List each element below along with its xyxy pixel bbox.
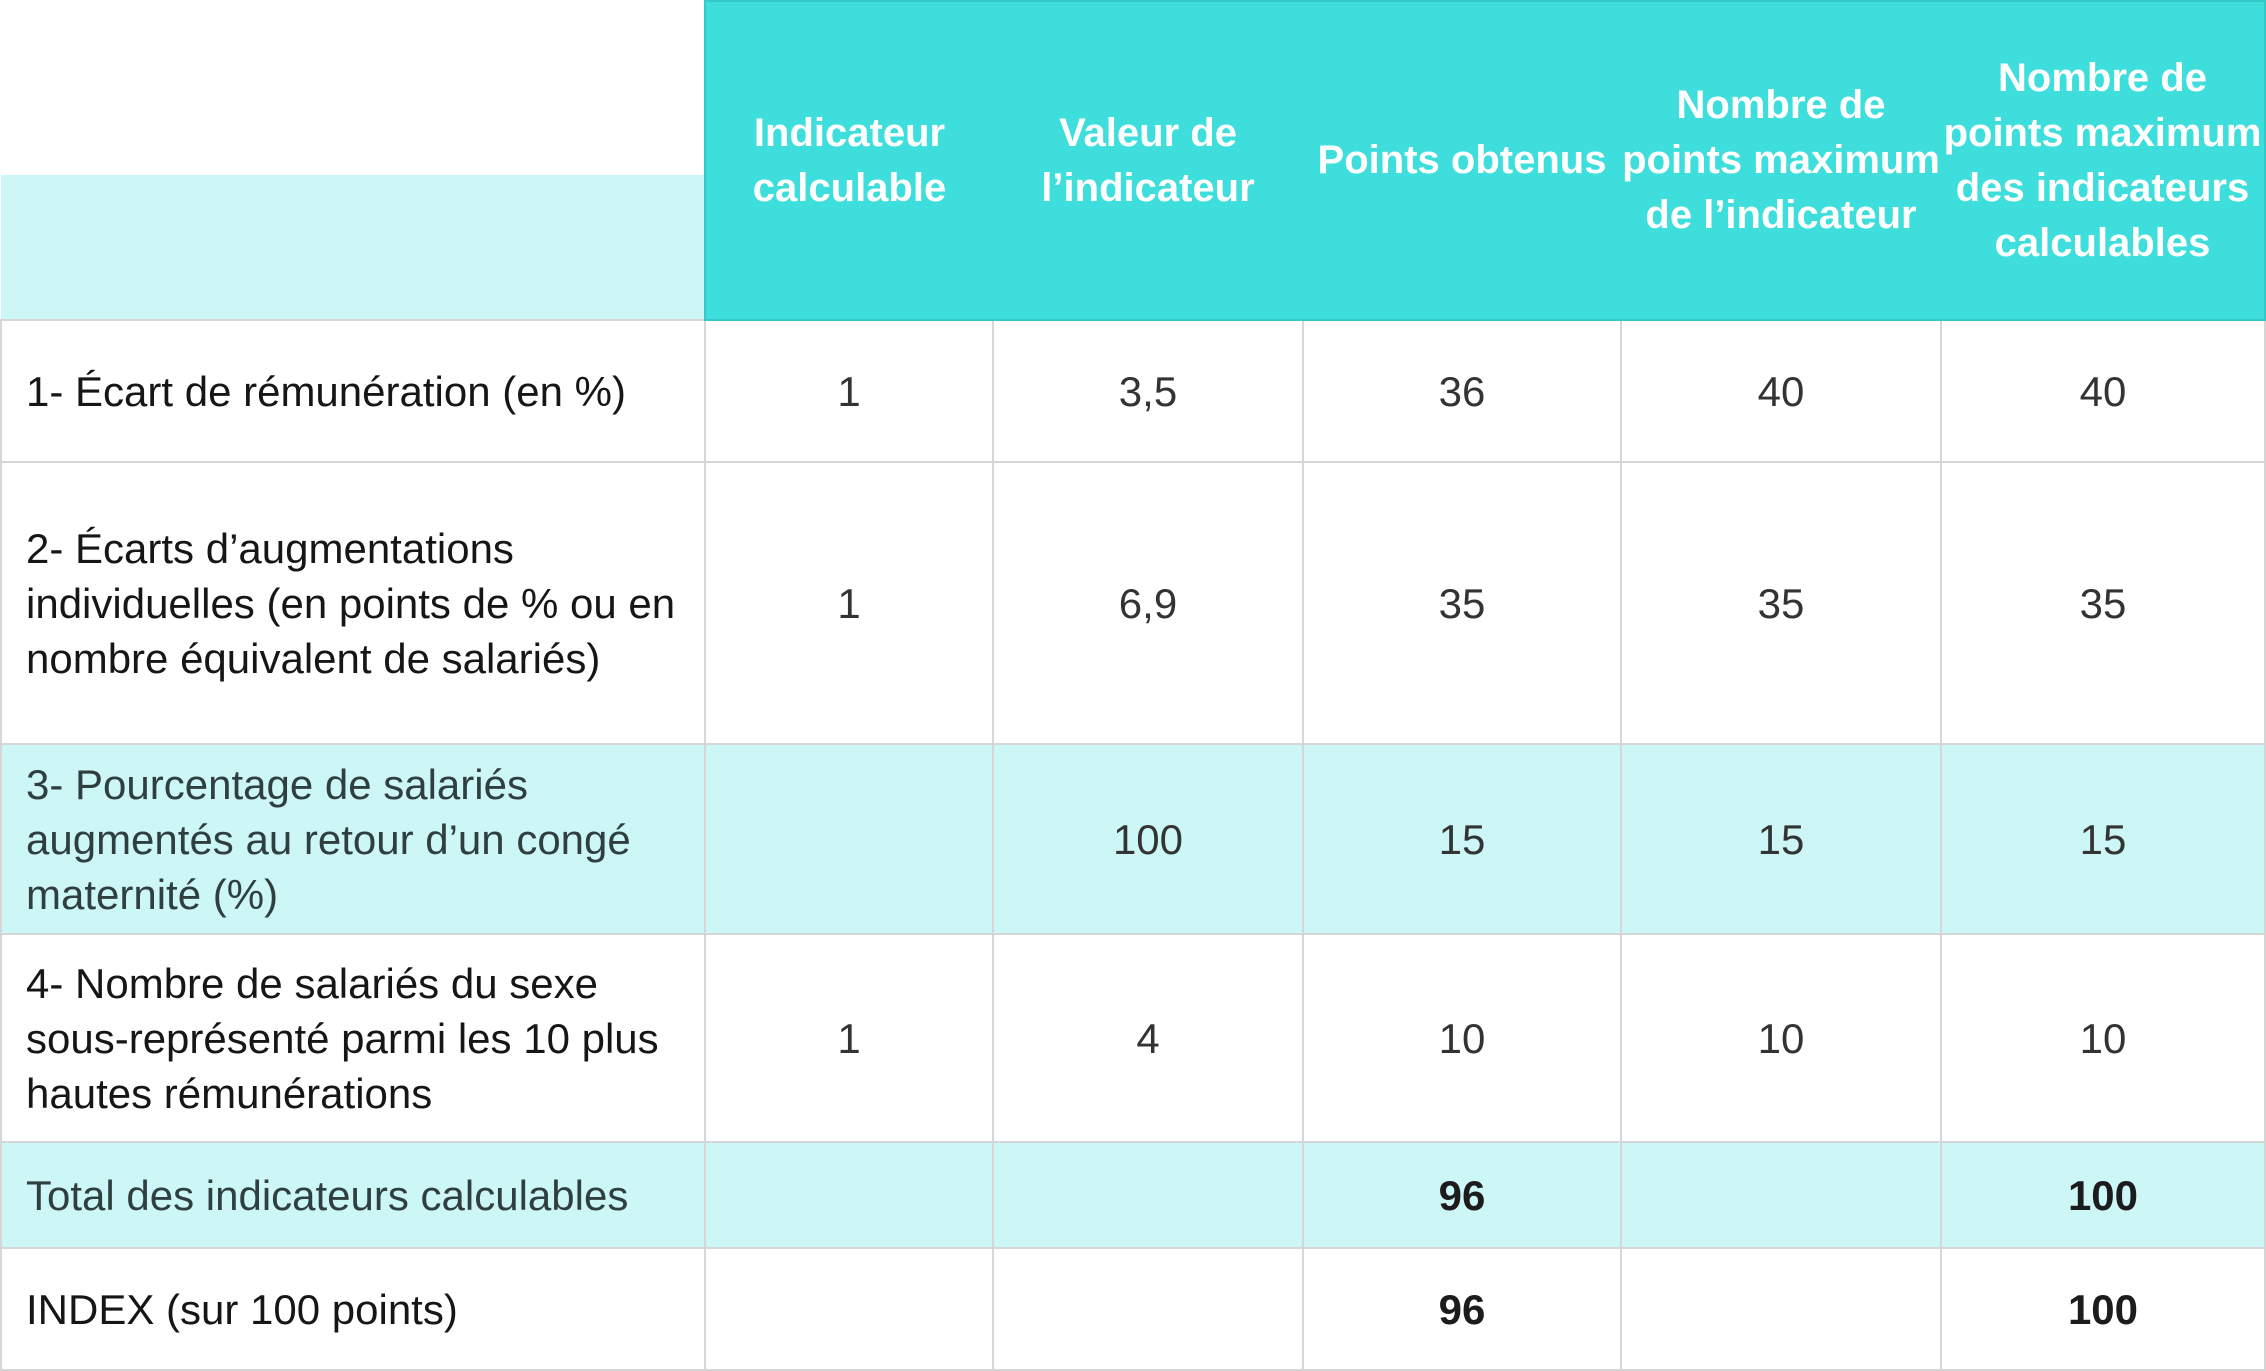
row-label: Total des indicateurs calculables	[1, 1142, 705, 1248]
cell-max-calculables: 100	[1941, 1142, 2265, 1248]
cell-valeur	[993, 1142, 1303, 1248]
cell-calculable: 1	[705, 320, 993, 462]
cell-valeur	[993, 1248, 1303, 1370]
total-row	[1, 1142, 2265, 1248]
cell-max-calculables: 10	[1941, 934, 2265, 1142]
col-header-max-indicateur: Nombre de points maximum de l’indicateur	[1621, 1, 1941, 320]
row-label: 4- Nombre de salariés du sexe sous-représenté parmi les 10 plus hautes rémunérations	[1, 934, 705, 1142]
cell-calculable: 1	[705, 462, 993, 744]
cell-max-indicateur: 10	[1621, 934, 1941, 1142]
cell-calculable	[705, 1248, 993, 1370]
table-row	[1, 744, 2265, 934]
header-corner	[1, 1, 705, 320]
cell-points: 10	[1303, 934, 1621, 1142]
cell-valeur: 6,9	[993, 462, 1303, 744]
header-corner-band	[1, 175, 704, 319]
cell-max-indicateur: 15	[1621, 744, 1941, 934]
row-label: 1- Écart de rémunération (en %)	[1, 320, 705, 462]
cell-calculable	[705, 1142, 993, 1248]
cell-points: 36	[1303, 320, 1621, 462]
table-row	[1, 462, 2265, 744]
cell-valeur: 3,5	[993, 320, 1303, 462]
cell-max-calculables: 35	[1941, 462, 2265, 744]
index-row	[1, 1248, 2265, 1370]
cell-calculable: 1	[705, 934, 993, 1142]
col-header-max-calculables: Nombre de points maximum des indicateurs calculables	[1941, 1, 2265, 320]
col-header-calculable: Indicateur calculable	[705, 1, 993, 320]
row-label: 2- Écarts d’augmentations individuelles (en points de % ou en nombre équivalent de salariés)	[1, 462, 705, 744]
header-row	[1, 1, 2265, 320]
cell-max-calculables: 15	[1941, 744, 2265, 934]
cell-points: 96	[1303, 1248, 1621, 1370]
row-label: INDEX (sur 100 points)	[1, 1248, 705, 1370]
col-header-points: Points obtenus	[1303, 1, 1621, 320]
col-header-valeur: Valeur de l’indicateur	[993, 1, 1303, 320]
cell-max-indicateur: 40	[1621, 320, 1941, 462]
cell-max-indicateur: 35	[1621, 462, 1941, 744]
table-row	[1, 934, 2265, 1142]
cell-max-calculables: 100	[1941, 1248, 2265, 1370]
cell-max-calculables: 40	[1941, 320, 2265, 462]
cell-calculable	[705, 744, 993, 934]
cell-max-indicateur	[1621, 1142, 1941, 1248]
cell-points: 96	[1303, 1142, 1621, 1248]
cell-points: 15	[1303, 744, 1621, 934]
cell-max-indicateur	[1621, 1248, 1941, 1370]
table-row	[1, 320, 2265, 462]
cell-points: 35	[1303, 462, 1621, 744]
cell-valeur: 100	[993, 744, 1303, 934]
row-label: 3- Pourcentage de salariés augmentés au retour d’un congé maternité (%)	[1, 744, 705, 934]
cell-valeur: 4	[993, 934, 1303, 1142]
